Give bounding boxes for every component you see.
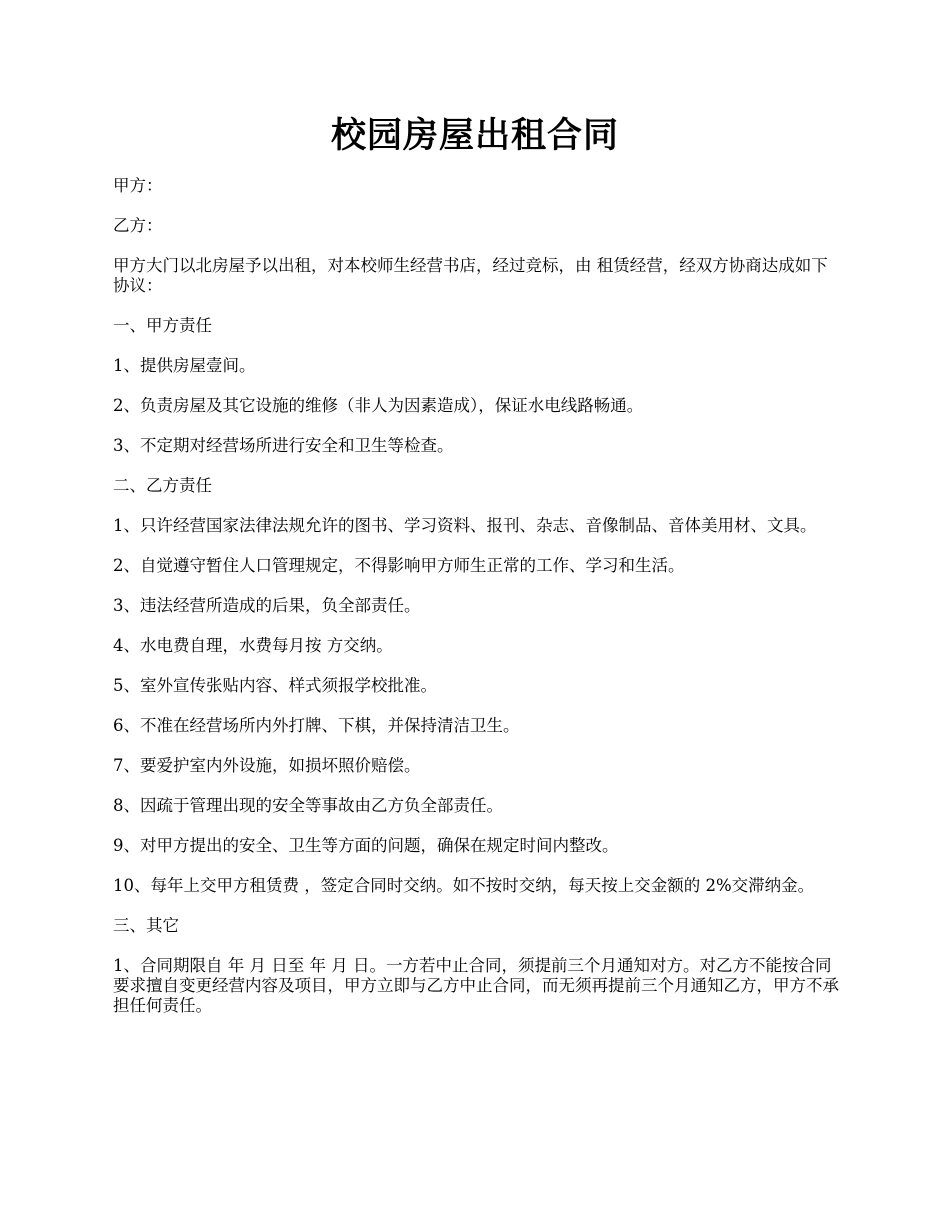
party-a-line: 甲方： [113, 176, 163, 195]
section-heading-party-b: 二、乙方责任 [113, 476, 212, 495]
clause-a-3: 3、不定期对经营场所进行安全和卫生等检查。 [113, 436, 454, 455]
section-heading-other: 三、其它 [113, 916, 179, 935]
document-body [113, 176, 843, 1036]
clause-b-6: 6、不准在经营场所内外打牌、下棋，并保持清洁卫生。 [113, 716, 520, 735]
intro-paragraph: 甲方大门以北房屋予以出租，对本校师生经营书店，经过竞标，由 租赁经营，经双方协商达成如下协议： [113, 256, 828, 295]
clause-other-1: 1、合同期限自 年 月 日至 年 月 日。一方若中止合同，须提前三个月通知对方。对乙方不能按合同要求擅自变更经营内容及项目，甲方立即与乙方中止合同，而无须再提前三个月通知乙方，甲方不承担任何责任。 [113, 956, 839, 1015]
document-title: 校园房屋出租合同 [330, 115, 619, 156]
clause-b-7: 7、要爱护室内外设施，如损坏照价赔偿。 [113, 756, 421, 775]
clause-b-2: 2、自觉遵守暂住人口管理规定，不得影响甲方师生正常的工作、学习和生活。 [113, 556, 685, 575]
clause-b-1: 1、只许经营国家法律法规允许的图书、学习资料、报刊、杂志、音像制品、音体美用材、文具。 [113, 516, 817, 535]
clause-b-9: 9、对甲方提出的安全、卫生等方面的问题，确保在规定时间内整改。 [113, 836, 619, 855]
clause-a-1: 1、提供房屋壹间。 [113, 356, 256, 375]
clause-b-4: 4、水电费自理，水费每月按 方交纳。 [113, 636, 393, 655]
clause-b-10: 10、每年上交甲方租赁费 ，签定合同时交纳。如不按时交纳，每天按上交金额的 2%交滞纳金。 [113, 876, 815, 895]
clause-a-2: 2、负责房屋及其它设施的维修（非人为因素造成），保证水电线路畅通。 [113, 396, 644, 415]
section-heading-party-a: 一、甲方责任 [113, 316, 212, 335]
party-b-line: 乙方： [113, 216, 163, 235]
clause-b-5: 5、室外宣传张贴内容、样式须报学校批准。 [113, 676, 437, 695]
clause-b-3: 3、违法经营所造成的后果，负全部责任。 [113, 596, 421, 615]
clause-b-8: 8、因疏于管理出现的安全等事故由乙方负全部责任。 [113, 796, 503, 815]
